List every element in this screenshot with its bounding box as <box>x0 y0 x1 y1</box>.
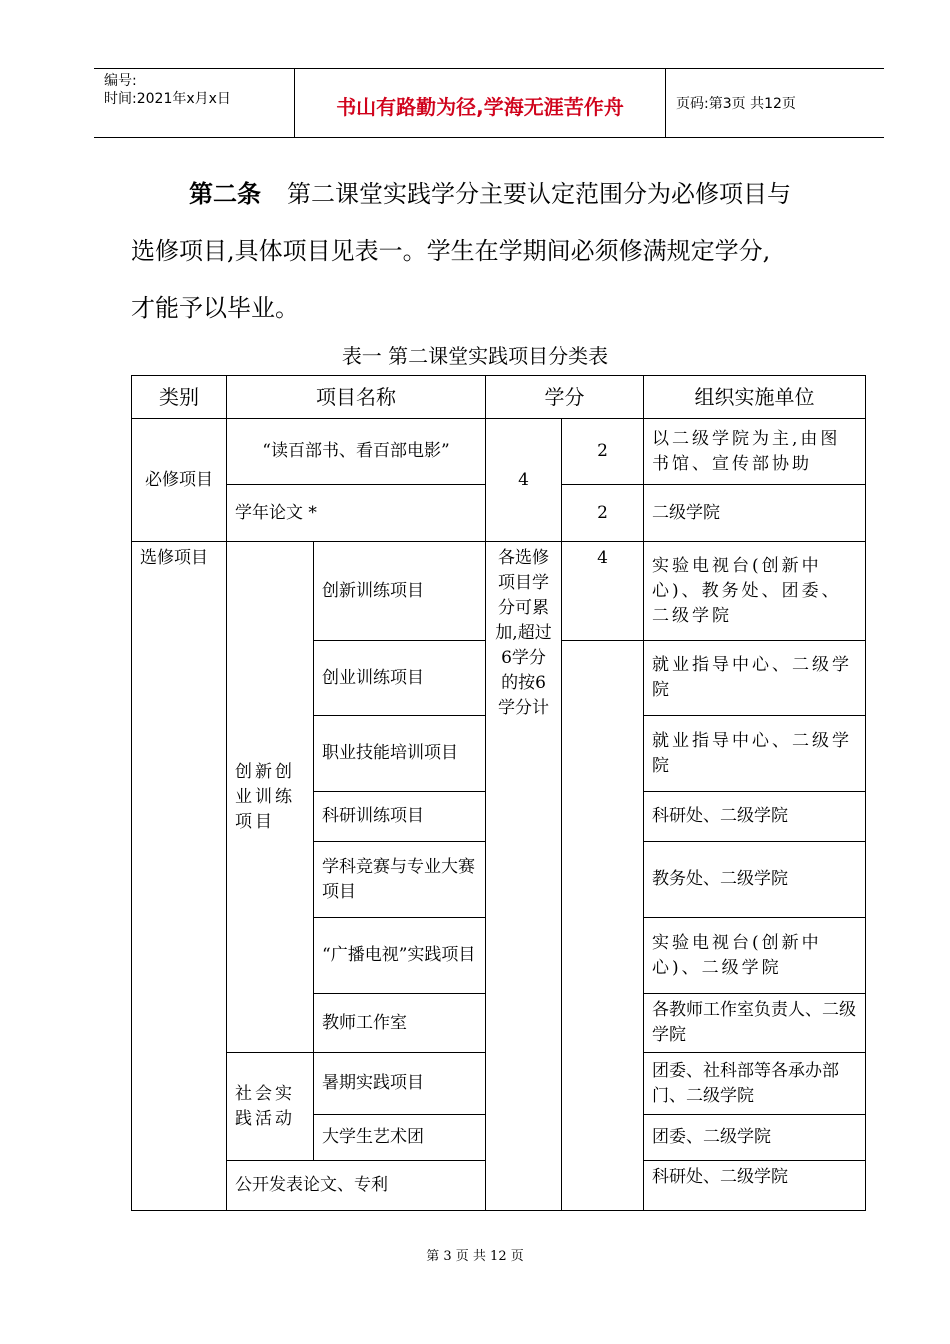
org-cell: 实验电视台(创新中心)、二级学院 <box>644 918 866 994</box>
group-cell: 社会实践活动 <box>227 1053 314 1161</box>
article-line: 才能予以毕业。 <box>131 294 299 322</box>
credit-cell-empty <box>562 641 644 1211</box>
header-cell: 学分 <box>486 376 644 419</box>
article-heading: 第二条 <box>189 180 261 208</box>
org-cell: 团委、二级学院 <box>644 1115 866 1161</box>
page-footer: 第 3 页 共 12 页 <box>426 1249 524 1264</box>
total-credit-cell: 4 <box>486 419 562 542</box>
project-name-cell: 学科竞赛与专业大赛项目 <box>314 842 486 918</box>
table-row <box>132 542 866 641</box>
credit-cell: 4 <box>562 542 644 641</box>
project-name-cell: 创新训练项目 <box>314 542 486 641</box>
org-cell: 各教师工作室负责人、二级学院 <box>644 994 866 1053</box>
header-divider <box>665 69 666 137</box>
category-cell: 必修项目 <box>132 419 227 542</box>
project-name-cell: 科研训练项目 <box>314 792 486 842</box>
elective-note-cell: 各选修项目学分可累加,超过6学分的按6学分计 <box>486 542 562 1211</box>
org-cell: 二级学院 <box>644 485 866 542</box>
header-meta <box>104 72 231 108</box>
project-name-cell: “读百部书、看百部电影” <box>227 419 486 485</box>
project-name-cell: 暑期实践项目 <box>314 1053 486 1115</box>
time-label: 时间:2021年x月x日 <box>104 91 231 107</box>
group-cell: 创新创业训练项目 <box>227 542 314 1053</box>
header-cell: 项目名称 <box>227 376 486 419</box>
article-paragraph <box>131 166 851 337</box>
page-header <box>94 68 884 138</box>
org-cell: 团委、社科部等各承办部门、二级学院 <box>644 1053 866 1115</box>
article-line: 选修项目,具体项目见表一。学生在学期间必须修满规定学分, <box>131 237 771 265</box>
org-cell: 就业指导中心、二级学院 <box>644 641 866 716</box>
project-name-cell: “广播电视”实践项目 <box>314 918 486 994</box>
category-cell: 选修项目 <box>132 542 227 1211</box>
header-page-label: 页码:第3页 共12页 <box>676 96 796 112</box>
table-header-row <box>132 376 866 419</box>
project-name-cell: 教师工作室 <box>314 994 486 1053</box>
credit-cell: 2 <box>562 485 644 542</box>
project-name-cell: 职业技能培训项目 <box>314 716 486 792</box>
project-name-cell: 学年论文 * <box>227 485 486 542</box>
article-line: 第二课堂实践学分主要认定范围分为必修项目与 <box>287 180 791 208</box>
org-cell: 实验电视台(创新中心)、教务处、团委、二级学院 <box>644 542 866 641</box>
practice-project-table <box>131 375 866 1211</box>
number-label: 编号: <box>104 73 137 89</box>
project-name-cell: 创业训练项目 <box>314 641 486 716</box>
project-name-cell: 大学生艺术团 <box>314 1115 486 1161</box>
project-name-cell: 公开发表论文、专利 <box>227 1161 486 1211</box>
header-cell: 类别 <box>132 376 227 419</box>
org-cell: 科研处、二级学院 <box>644 1161 866 1211</box>
org-cell: 教务处、二级学院 <box>644 842 866 918</box>
credit-cell: 2 <box>562 419 644 485</box>
table-caption: 表一 第二课堂实践项目分类表 <box>341 344 609 368</box>
header-motto: 书山有路勤为径,学海无涯苦作舟 <box>336 95 624 119</box>
header-cell: 组织实施单位 <box>644 376 866 419</box>
org-cell: 以二级学院为主,由图书馆、宣传部协助 <box>644 419 866 485</box>
table-row <box>132 419 866 485</box>
org-cell: 就业指导中心、二级学院 <box>644 716 866 792</box>
org-cell: 科研处、二级学院 <box>644 792 866 842</box>
